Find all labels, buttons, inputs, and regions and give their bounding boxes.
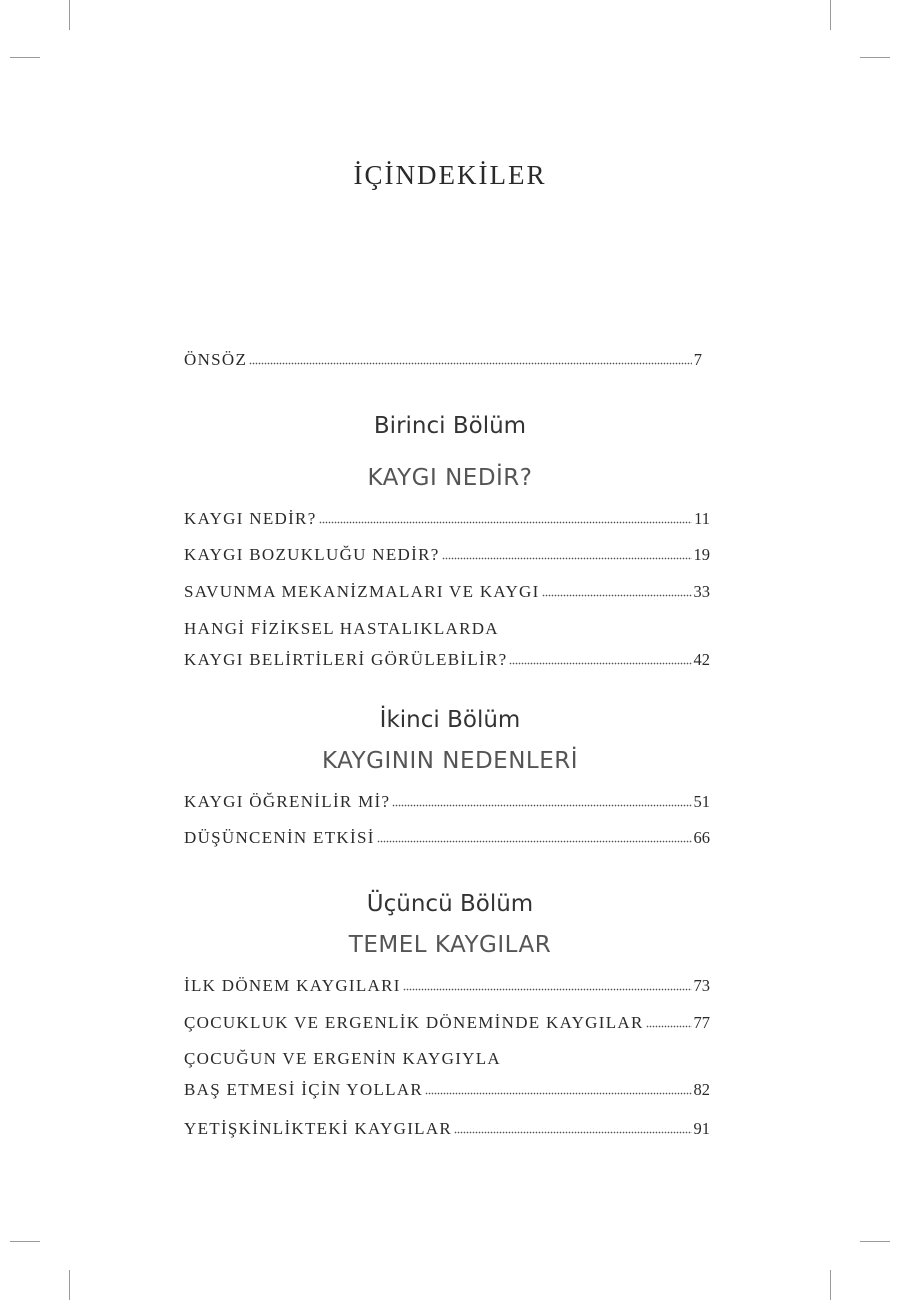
toc-entry <box>184 1119 710 1139</box>
crop-mark <box>830 0 831 30</box>
part-title: KAYGI NEDİR? <box>367 465 533 491</box>
toc-entry <box>184 792 710 812</box>
toc-entry-label: İLK DÖNEM KAYGILARI <box>184 976 401 995</box>
leader-dots <box>249 362 692 366</box>
toc-entry-page: 11 <box>694 509 710 528</box>
leader-dots <box>509 662 691 666</box>
leader-dots <box>377 840 692 844</box>
toc-entry <box>184 650 710 670</box>
toc-entry-label: BAŞ ETMESİ İÇİN YOLLAR <box>184 1080 424 1099</box>
part-name: İkinci Bölüm <box>379 707 521 733</box>
crop-mark <box>10 57 40 58</box>
part-name: Üçüncü Bölüm <box>366 891 534 917</box>
toc-entry-label: YETİŞKİNLİKTEKİ KAYGILAR <box>184 1119 453 1138</box>
toc-entry-page: 7 <box>693 350 702 369</box>
toc-entry <box>184 1013 710 1033</box>
toc-entry-label: KAYGI BOZUKLUĞU NEDİR? <box>184 545 440 564</box>
toc-entry-page: 77 <box>693 1013 710 1032</box>
leader-dots <box>392 804 691 808</box>
part-name: Birinci Bölüm <box>373 413 527 439</box>
toc-entry <box>184 545 710 565</box>
toc-entry-label: KAYGI BELİRTİLERİ GÖRÜLEBİLİR? <box>184 650 508 669</box>
toc-entry-label: SAVUNMA MEKANİZMALARI VE KAYGI <box>184 582 540 601</box>
toc-entry-page: 91 <box>693 1119 710 1138</box>
leader-dots <box>425 1092 691 1096</box>
toc-entry-page: 82 <box>693 1080 710 1099</box>
toc-entry-label-line1: HANGİ FİZİKSEL HASTALIKLARDA <box>184 619 499 638</box>
leader-dots <box>646 1025 692 1029</box>
crop-mark <box>860 57 890 58</box>
toc-entry-page: 33 <box>693 582 710 601</box>
part-title: KAYGININ NEDENLERİ <box>321 748 579 774</box>
crop-mark <box>69 0 70 30</box>
toc-entry-label: KAYGI NEDİR? <box>184 509 317 528</box>
part-title: TEMEL KAYGILAR <box>348 932 552 958</box>
toc-entry-label: KAYGI ÖĞRENİLİR Mİ? <box>184 792 391 811</box>
toc-entry <box>184 350 702 370</box>
crop-mark <box>10 1241 40 1242</box>
leader-dots <box>319 521 693 525</box>
toc-entry <box>184 509 710 529</box>
toc-entry-page: 42 <box>693 650 710 669</box>
toc-entry <box>184 828 710 848</box>
leader-dots <box>542 594 692 598</box>
crop-mark <box>69 1270 70 1300</box>
leader-dots <box>442 557 692 561</box>
toc-entry-page: 66 <box>693 828 710 847</box>
toc-entry-label: DÜŞÜNCENİN ETKİSİ <box>184 828 375 847</box>
toc-entry-page: 73 <box>693 976 710 995</box>
leader-dots <box>403 988 692 992</box>
page-title: İÇİNDEKİLER <box>353 160 547 190</box>
toc-entry-label: ÇOCUKLUK VE ERGENLİK DÖNEMİNDE KAYGILAR <box>184 1013 644 1032</box>
toc-entry-page: 19 <box>693 545 710 564</box>
toc-entry-label-line1: ÇOCUĞUN VE ERGENİN KAYGIYLA <box>184 1049 502 1068</box>
toc-entry <box>184 1080 710 1100</box>
crop-mark <box>860 1241 890 1242</box>
leader-dots <box>454 1131 691 1135</box>
toc-entry <box>184 976 710 996</box>
toc-entry <box>184 582 710 602</box>
toc-entry-label: ÖNSÖZ <box>184 350 248 369</box>
toc-entry-page: 51 <box>693 792 710 811</box>
crop-mark <box>830 1270 831 1300</box>
